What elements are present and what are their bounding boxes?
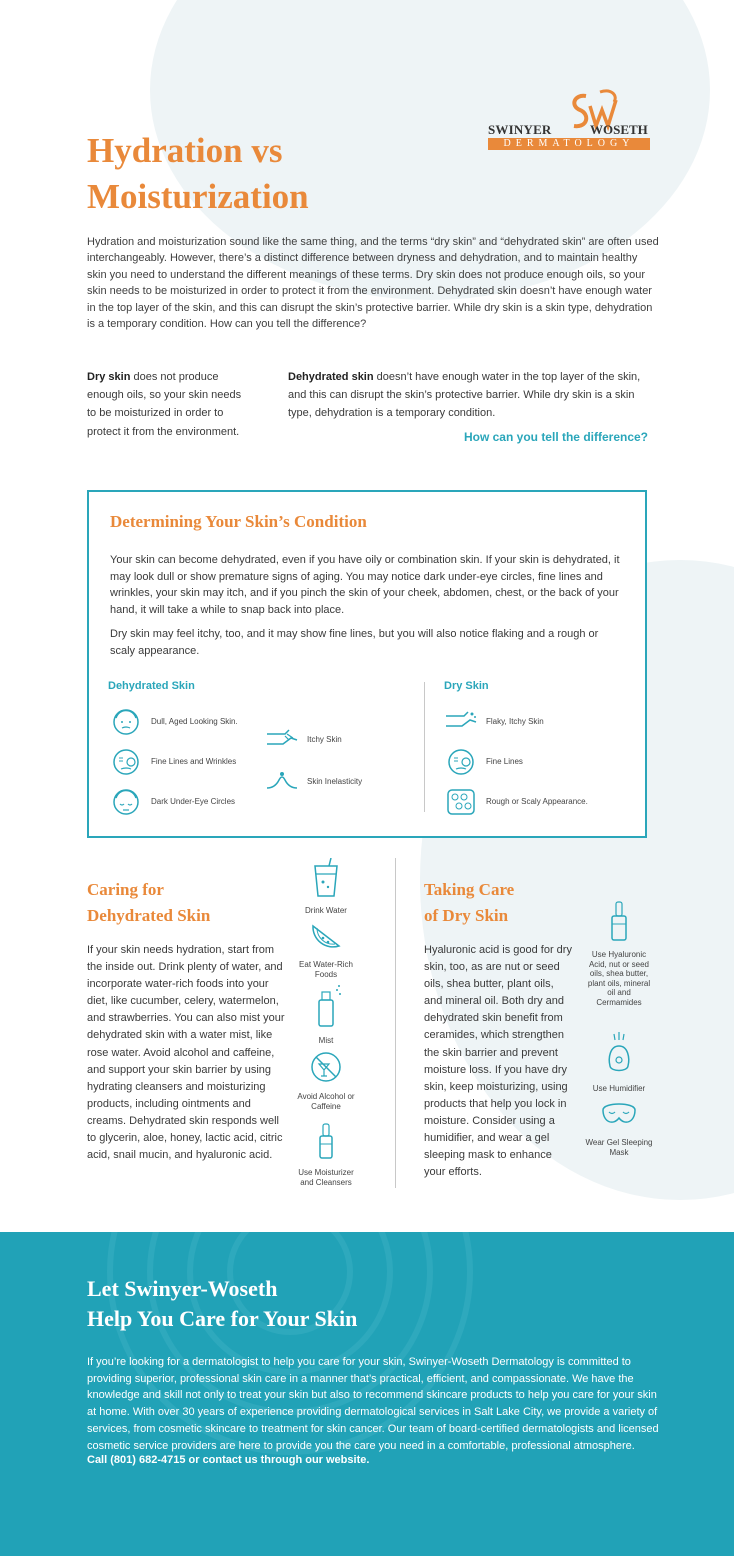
footer-paragraph: If you’re looking for a dermatologist to help you care for your skin, Swinyer-Woseth Dermatology is committed to providing superior, professional skin care in a manner that’s practical, efficient, and compassionate. We have the knowledge and skill not only to treat your skin but also to recommend skincare products to help you care for your skin at home. With over 30 years of experience providing dermatological services in Salt Lake City, we provide a variety of services, from cosmetic skincare to treatment for skin cancer. Our team of board-certified dermatologists and licensed cosmetic service providers are here to provide you the care you need in a comfortable, professional atmosphere. [87, 1356, 659, 1452]
symptom-label: Skin Inelasticity [307, 776, 363, 786]
flaky-hand-icon [444, 708, 478, 734]
symptom-itchy-skin [265, 726, 342, 752]
face-icon [109, 704, 143, 738]
caring-heading-line1: Caring for [87, 880, 164, 899]
logo [488, 88, 650, 152]
symptom-label: Dark Under-Eye Circles [151, 796, 236, 806]
contact-cta[interactable]: Call (801) 682-4715 or contact us through our website. [87, 1454, 370, 1466]
page-title-line1: Hydration vs [87, 131, 283, 170]
footer-banner [0, 1232, 734, 1556]
skin-pinch-icon [265, 768, 299, 794]
symptom-rough-scaly [444, 784, 588, 818]
symptom-label: Rough or Scaly Appearance. [486, 796, 588, 806]
caring-heading [87, 877, 210, 929]
section-divider [395, 858, 396, 1188]
tell-difference-callout: How can you tell the difference? [463, 430, 648, 444]
caring-heading-line2: Dehydrated Skin [87, 906, 211, 925]
tip-sleeping-mask [584, 1100, 654, 1157]
symptom-dull-skin [109, 704, 238, 738]
caring-paragraph: If your skin needs hydration, start from the inside out. Drink plenty of water, and incorporate water-rich foods into your diet, like cucumber, celery, watermelon, and strawberries. You can also mist your dehydrated skin with a water mist, like rose water. Avoid alcohol and caffeine, and support your skin barrier by using hydrating cleansers and moisturizing products, including ointments and creams. Dehydrated skin responds well to glycerin, aloe, honey, lactic acid, citric acid, snail mucin, and hyaluronic acid. [87, 944, 285, 1162]
sleep-mask-icon [599, 1100, 639, 1130]
symptom-label: Dull, Aged Looking Skin. [151, 716, 238, 726]
tip-hyaluronic [584, 898, 654, 1007]
dry-care-heading [424, 877, 514, 929]
tip-label: Wear Gel Sleeping Mask [585, 1138, 653, 1157]
tip-avoid-alcohol [291, 1050, 361, 1111]
dry-skin-text: does not produce enough oils, so your skin needs to be moisturized in order to protect it from the environment. [87, 371, 242, 438]
tip-label: Use Humidifier [592, 1084, 646, 1093]
column-divider [424, 682, 425, 812]
dry-care-heading-line1: Taking Care [424, 880, 515, 899]
symptom-flaky-itchy [444, 708, 544, 734]
tip-drink-water [291, 858, 361, 916]
tip-label: Mist [318, 1036, 334, 1045]
page-title-line2: Moisturization [87, 177, 309, 216]
intro-paragraph: Hydration and moisturization sound like the same thing, and the terms “dry skin” and “dehydrated skin” are often used interchangeably. However, there’s a distinct difference between dryness and dehydration, and to maintain healthy skin you need to understand the different meanings of these terms. Dry skin does not produce enough oils, so your skin needs to be moisturized in order to protect it from the environment. Dehydrated skin doesn’t have enough water in the top layer of the skin, and this can disrupt the skin’s protective barrier. While dry skin is a skin type, dehydration is a temporary condition. How can you tell the difference? [87, 236, 659, 331]
symptom-fine-lines-wrinkles [109, 744, 236, 778]
tip-humidifier [584, 1032, 654, 1094]
humidifier-icon [602, 1032, 636, 1076]
dry-skin-term: Dry skin [87, 371, 131, 383]
skin-cells-icon [444, 784, 478, 818]
condition-heading: Determining Your Skin’s Condition [110, 512, 367, 531]
dehydrated-skin-heading: Dehydrated Skin [108, 680, 195, 692]
condition-paragraph-1: Your skin can become dehydrated, even if you have oily or combination skin. If your skin is dehydrated, it may look dull or show premature signs of aging. You may notice dark under-eye circles, fine lines and wrinkles, your skin may itch, and if you pinch the skin of your cheek, abdomen, chest, or the back of your hand, it will take a while to snap back into place. [110, 554, 620, 616]
tip-moisturizer [291, 1120, 361, 1187]
scratching-hand-icon [265, 726, 299, 752]
symptom-label: Fine Lines [486, 756, 523, 766]
symptom-inelasticity [265, 768, 362, 794]
face-wrinkles-icon [444, 744, 478, 778]
footer-heading [87, 1274, 357, 1334]
tip-label: Use Hyaluronic Acid, nut or seed oils, shea butter, plant oils, mineral oil and Cermamides [587, 950, 651, 1007]
symptom-fine-lines [444, 744, 523, 778]
dehydrated-skin-term: Dehydrated skin [288, 371, 374, 383]
dehydrated-skin-definition [288, 368, 653, 423]
tip-label: Drink Water [305, 906, 347, 915]
footer-heading-line2: Help You Care for Your Skin [87, 1306, 358, 1331]
symptom-label: Itchy Skin [307, 734, 342, 744]
footer-heading-line1: Let Swinyer-Woseth [87, 1276, 278, 1301]
no-alcohol-icon [309, 1050, 343, 1084]
skin-condition-box [87, 490, 647, 838]
face-dark-circles-icon [109, 784, 143, 818]
dropper-bottle-icon [309, 1120, 343, 1160]
tip-mist [291, 984, 361, 1046]
dry-care-heading-line2: of Dry Skin [424, 906, 509, 925]
logo-name-right: WOSETH [590, 122, 648, 137]
spray-bottle-icon [309, 984, 343, 1028]
serum-bottle-icon [602, 898, 636, 942]
tip-label: Eat Water-Rich Foods [299, 960, 353, 979]
tip-water-rich-foods [291, 918, 361, 979]
dehydrated-skin-text: doesn’t have enough water in the top layer of the skin, and this can disrupt the skin’s protective barrier. While dry skin is a skin type, dehydration is a temporary condition. [288, 371, 641, 420]
logo-subtitle: DERMATOLOGY [488, 138, 650, 150]
water-glass-icon [309, 858, 343, 898]
dry-skin-heading: Dry Skin [444, 680, 489, 692]
symptom-label: Flaky, Itchy Skin [486, 716, 544, 726]
symptom-label: Fine Lines and Wrinkles [151, 756, 237, 766]
symptom-dark-circles [109, 784, 235, 818]
page-title [87, 128, 309, 220]
face-wrinkles-icon [109, 744, 143, 778]
tip-label: Use Moisturizer and Cleansers [298, 1168, 354, 1187]
condition-paragraph-2: Dry skin may feel itchy, too, and it may show fine lines, but you will also notice flaking and a rough or scaly appearance. [110, 628, 599, 657]
logo-name-left: SWINYER [488, 122, 552, 137]
watermelon-icon [309, 918, 343, 952]
dry-skin-definition [87, 368, 252, 441]
tip-label: Avoid Alcohol or Caffeine [297, 1092, 355, 1111]
dry-care-paragraph: Hyaluronic acid is good for dry skin, too, as are nut or seed oils, shea butter, plant oils, and mineral oil. Both dry and dehydrated skin benefit from ceramides, which strengthen the skin barrier and prevent moisture loss. If you have dry skin, keep moisturizing, using products that help you lock in moisture. Consider using a humidifier, and wear a gel sleeping mask to enhance your efforts. [424, 944, 572, 1179]
